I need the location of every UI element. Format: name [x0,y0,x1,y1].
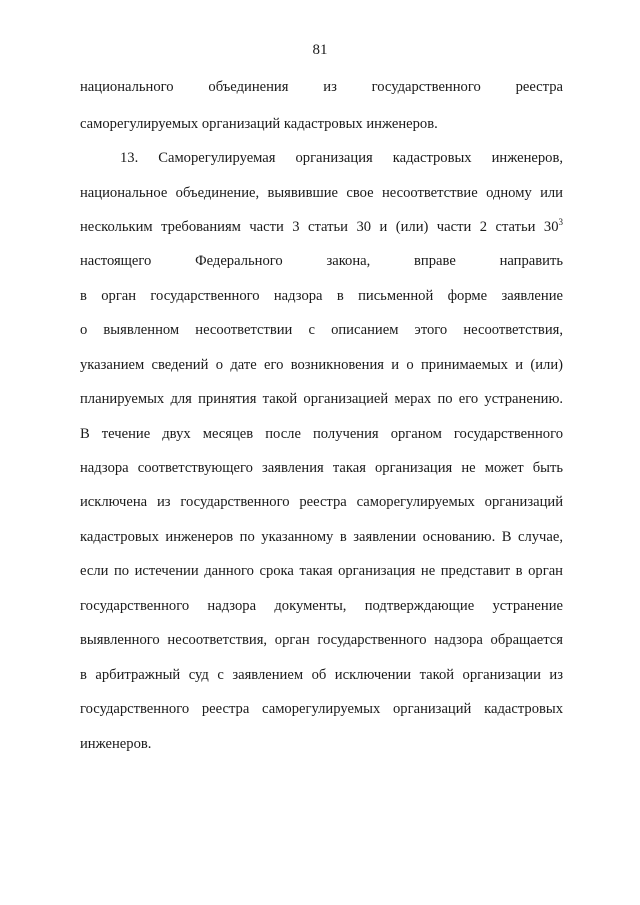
text-line: указанием сведений о дате его возникновения и о принимаемых и (или) [80,357,563,373]
superscript: 3 [558,217,563,227]
text-line: настоящего Федерального закона, вправе направить [80,253,563,269]
text-line: государственного реестра саморегулируемых организаций кадастровых [80,701,563,717]
text-line: в орган государственного надзора в письменной форме заявление [80,288,563,304]
text-line: в арбитражный суд с заявлением об исключении такой организации из [80,667,563,683]
text-line: саморегулируемых организаций кадастровых инженеров. [80,116,438,132]
text-line: если по истечении данного срока такая организация не представит в орган [80,563,563,579]
text-line: В течение двух месяцев после получения органом государственного [80,426,563,442]
text-line: исключена из государственного реестра саморегулируемых организаций [80,494,563,510]
text-line: государственного надзора документы, подтверждающие устранение [80,598,563,614]
text-span: нескольким требованиям части 3 статьи 30 и (или) части 2 статьи 30 [80,219,559,235]
paragraph-start-line: 13. Саморегулируемая организация кадастровых инженеров, [120,150,563,166]
text-line: о выявленном несоответствии с описанием этого несоответствия, [80,322,563,338]
text-line: кадастровых инженеров по указанному в заявлении основанию. В случае, [80,529,563,545]
text-line: выявленного несоответствия, орган государственного надзора обращается [80,632,563,648]
text-line: планируемых для принятия такой организацией мерах по его устранению. [80,391,563,407]
text-line: национальное объединение, выявившие свое несоответствие одному или [80,185,563,201]
text-line: надзора соответствующего заявления такая организация не может быть [80,460,563,476]
text-line [80,217,563,237]
page-number: 81 [312,42,328,58]
text-line: инженеров. [80,736,152,752]
text-line: национального объединения из государственного реестра [80,79,563,95]
